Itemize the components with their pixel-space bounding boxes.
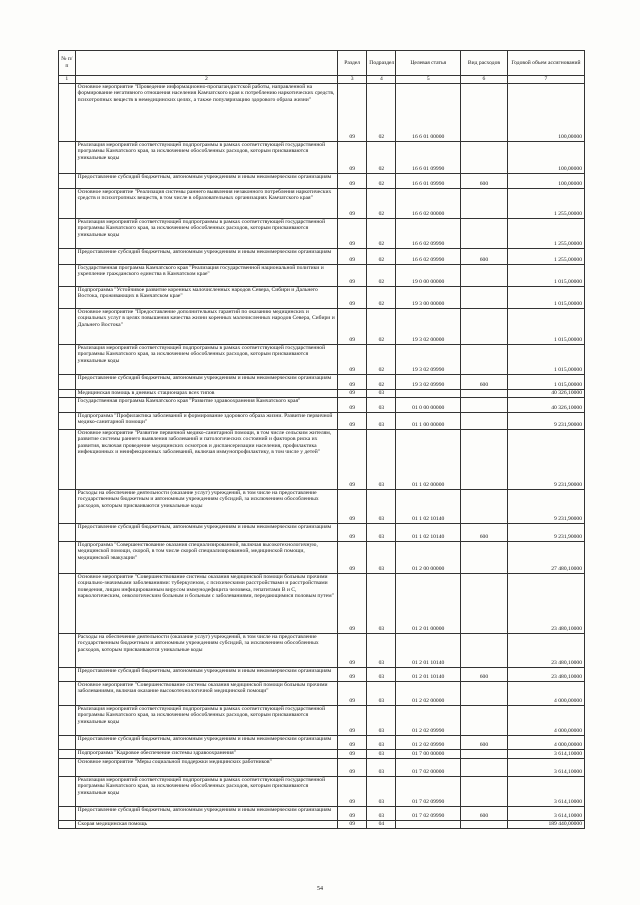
subsection-code: 03 <box>367 667 396 681</box>
table-row <box>59 389 585 397</box>
section-code: 09 <box>338 374 367 389</box>
subsection-code: 03 <box>367 735 396 749</box>
amount-value: 40 326,10000 <box>507 389 584 397</box>
subsection-code: 02 <box>367 264 396 286</box>
num-cell <box>59 705 76 735</box>
table-row <box>59 489 585 523</box>
item-name: Основное мероприятие "Проведение информационно-пропагандистской работы, направленной на формирование негативного отношения населения Камчатского края к потреблению наркотических средств, психотропных веществ в немедицинских целях, а также популяризацию здорового образа жизни" <box>75 83 337 141</box>
table-row <box>59 633 585 667</box>
target-article-code: 01 7 02 09990 <box>396 806 461 820</box>
expense-type-code: 600 <box>461 735 508 749</box>
subsection-code: 04 <box>367 820 396 828</box>
num-cell <box>59 264 76 286</box>
section-code: 09 <box>338 397 367 412</box>
amount-value: 23 480,10000 <box>507 573 584 633</box>
num-cell <box>59 523 76 541</box>
expense-type-code <box>461 429 508 489</box>
expense-type-code <box>461 83 508 141</box>
subsection-code: 03 <box>367 681 396 705</box>
expense-type-code: 600 <box>461 248 508 264</box>
subsection-code: 03 <box>367 705 396 735</box>
amount-value: 4 000,00000 <box>507 705 584 735</box>
table-row <box>59 286 585 308</box>
table-row <box>59 735 585 749</box>
target-article-code: 19 3 02 09990 <box>396 374 461 389</box>
num-cell <box>59 758 76 776</box>
header-number: № п/п <box>59 51 76 76</box>
target-article-code: 16 6 02 00000 <box>396 188 461 218</box>
target-article-code: 01 0 00 00000 <box>396 397 461 412</box>
num-cell <box>59 286 76 308</box>
item-name: Предоставление субсидий бюджетным, автономным учреждениям и иным некоммерческим организациям <box>75 523 337 541</box>
num-cell <box>59 806 76 820</box>
target-article-code: 16 6 02 09990 <box>396 218 461 248</box>
num-cell <box>59 573 76 633</box>
amount-value: 23 480,10000 <box>507 633 584 667</box>
subsection-code: 03 <box>367 633 396 667</box>
section-code: 09 <box>338 681 367 705</box>
header-section: Раздел <box>338 51 367 76</box>
expense-type-code <box>461 188 508 218</box>
table-row <box>59 667 585 681</box>
expense-type-code <box>461 776 508 806</box>
subsection-code: 02 <box>367 248 396 264</box>
table-row <box>59 758 585 776</box>
table-row <box>59 173 585 188</box>
target-article-code: 01 7 02 00000 <box>396 758 461 776</box>
table-row <box>59 523 585 541</box>
num-cell <box>59 188 76 218</box>
column-index-row <box>59 76 585 84</box>
target-article-code: 01 1 02 00000 <box>396 429 461 489</box>
section-code: 09 <box>338 820 367 828</box>
item-name: Основное мероприятие "Предоставление дополнительных гарантий по оказанию медицинских и социальных услуг в целях повышения качества жизни коренных малочисленных народов Севера, Сибири и Дальнего Востока" <box>75 308 337 344</box>
num-cell <box>59 308 76 344</box>
amount-value: 189 440,00000 <box>507 820 584 828</box>
num-cell <box>59 633 76 667</box>
item-name: Основное мероприятие "Реализация системы раннего выявления незаконного потребления наркотических средств и психотропных веществ, в том числе в образовательных организациях Камчатского края" <box>75 188 337 218</box>
section-code: 09 <box>338 776 367 806</box>
amount-value: 1 015,00000 <box>507 308 584 344</box>
target-article-code: 01 2 01 10140 <box>396 633 461 667</box>
num-cell <box>59 667 76 681</box>
subsection-code: 02 <box>367 188 396 218</box>
table-row <box>59 344 585 374</box>
table-row <box>59 776 585 806</box>
section-code: 09 <box>338 264 367 286</box>
amount-value: 40 326,10000 <box>507 397 584 412</box>
table-row <box>59 83 585 141</box>
item-name: Предоставление субсидий бюджетным, автономным учреждениям и иным некоммерческим организациям <box>75 667 337 681</box>
item-name: Реализация мероприятий соответствующей подпрограммы в рамках соответствующей государственной программы Камчатского края, за исключением обособленных расходов, которым присваиваются уникальные коды <box>75 776 337 806</box>
amount-value: 23 480,10000 <box>507 667 584 681</box>
amount-value: 4 000,00000 <box>507 681 584 705</box>
amount-value: 9 231,90000 <box>507 412 584 429</box>
table-row <box>59 806 585 820</box>
table-row <box>59 264 585 286</box>
expense-type-code <box>461 633 508 667</box>
item-name: Подпрограмма "Устойчивое развитие коренных малочисленных народов Севера, Сибири и Дальнего Востока, проживающих в Камчатском крае" <box>75 286 337 308</box>
target-article-code <box>396 389 461 397</box>
header-target-article: Целевая статья <box>396 51 461 76</box>
amount-value: 100,00000 <box>507 141 584 173</box>
section-code: 09 <box>338 308 367 344</box>
amount-value: 1 255,00000 <box>507 188 584 218</box>
target-article-code: 19 0 00 00000 <box>396 264 461 286</box>
table-header-row <box>59 51 585 76</box>
amount-value: 3 614,10000 <box>507 806 584 820</box>
expense-type-code <box>461 389 508 397</box>
subsection-code: 02 <box>367 141 396 173</box>
target-article-code: 01 7 02 09990 <box>396 776 461 806</box>
table-row <box>59 188 585 218</box>
target-article-code: 16 6 01 09990 <box>396 141 461 173</box>
item-name: Расходы на обеспечение деятельности (оказание услуг) учреждений, в том числе на предоставление государственным бюджетным и автономным учреждениям субсидий, за исключением обособленных расходов, которым присваиваются уникальные коды <box>75 489 337 523</box>
expense-type-code <box>461 681 508 705</box>
target-article-code: 19 3 02 00000 <box>396 308 461 344</box>
table-row <box>59 573 585 633</box>
item-name: Реализация мероприятий соответствующей подпрограммы в рамках соответствующей государственной программы Камчатского края, за исключением обособленных расходов, которым присваиваются уникальные коды <box>75 141 337 173</box>
section-code: 09 <box>338 806 367 820</box>
target-article-code: 01 2 01 00000 <box>396 573 461 633</box>
subsection-code: 03 <box>367 573 396 633</box>
target-article-code: 01 2 00 00000 <box>396 541 461 573</box>
header-expense-type: Вид расходов <box>461 51 508 76</box>
section-code: 09 <box>338 429 367 489</box>
section-code: 09 <box>338 286 367 308</box>
amount-value: 1 015,00000 <box>507 286 584 308</box>
amount-value: 4 000,00000 <box>507 735 584 749</box>
item-name: Скорая медицинская помощь <box>75 820 337 828</box>
expense-type-code <box>461 573 508 633</box>
item-name: Подпрограмма "Профилактика заболеваний и формирование здорового образа жизни. Развитие первичной медико-санитарной помощи" <box>75 412 337 429</box>
num-cell <box>59 389 76 397</box>
section-code: 09 <box>338 173 367 188</box>
item-name: Предоставление субсидий бюджетным, автономным учреждениям и иным некоммерческим организациям <box>75 806 337 820</box>
expense-type-code <box>461 541 508 573</box>
target-article-code: 01 1 02 10140 <box>396 523 461 541</box>
subsection-code: 02 <box>367 374 396 389</box>
item-name: Государственная программа Камчатского края "Реализация государственной национальной политики и укрепление гражданского единства в Камчатском крае" <box>75 264 337 286</box>
amount-value: 9 231,90000 <box>507 429 584 489</box>
target-article-code: 01 2 02 00000 <box>396 681 461 705</box>
target-article-code <box>396 820 461 828</box>
num-cell <box>59 489 76 523</box>
amount-value: 3 614,10000 <box>507 749 584 758</box>
item-name: Предоставление субсидий бюджетным, автономным учреждениям и иным некоммерческим организациям <box>75 173 337 188</box>
table-row <box>59 541 585 573</box>
column-index: 5 <box>396 76 461 84</box>
section-code: 09 <box>338 667 367 681</box>
subsection-code: 03 <box>367 806 396 820</box>
subsection-code: 02 <box>367 218 396 248</box>
target-article-code: 01 2 02 09990 <box>396 735 461 749</box>
expense-type-code: 600 <box>461 173 508 188</box>
expense-type-code: 600 <box>461 806 508 820</box>
item-name: Предоставление субсидий бюджетным, автономным учреждениям и иным некоммерческим организациям <box>75 374 337 389</box>
amount-value: 3 614,10000 <box>507 776 584 806</box>
item-name: Подпрограмма "Совершенствование оказания специализированной, включая высокотехнологичную, медицинской помощи, скорой, в том числе скорой специализированной, медицинской помощи, медицинской эвакуации" <box>75 541 337 573</box>
num-cell <box>59 541 76 573</box>
section-code: 09 <box>338 83 367 141</box>
num-cell <box>59 374 76 389</box>
section-code: 09 <box>338 188 367 218</box>
subsection-code: 03 <box>367 523 396 541</box>
amount-value: 100,00000 <box>507 173 584 188</box>
target-article-code: 01 2 02 09990 <box>396 705 461 735</box>
header-subsection: Подраздел <box>367 51 396 76</box>
item-name: Предоставление субсидий бюджетным, автономным учреждениям и иным некоммерческим организациям <box>75 248 337 264</box>
amount-value: 1 015,00000 <box>507 374 584 389</box>
column-index: 3 <box>338 76 367 84</box>
column-index: 6 <box>461 76 508 84</box>
expense-type-code <box>461 344 508 374</box>
num-cell <box>59 173 76 188</box>
num-cell <box>59 141 76 173</box>
expense-type-code <box>461 141 508 173</box>
item-name: Основное мероприятие "Совершенствование системы оказания медицинской помощи больным прочими социально-значимыми заболеваниями: туберкулезом, с психическими расстройствами и расстройствами поведения, лицам инфицированным вирусом иммунодефицита человека, гепатитами В и С, наркологическим, онкологическим больным и больным с заболеваниями, передающимися половым путем" <box>75 573 337 633</box>
target-article-code: 01 1 02 10140 <box>396 489 461 523</box>
section-code: 09 <box>338 141 367 173</box>
num-cell <box>59 735 76 749</box>
item-name: Реализация мероприятий соответствующей подпрограммы в рамках соответствующей государственной программы Камчатского края, за исключением обособленных расходов, которым присваиваются уникальные коды <box>75 344 337 374</box>
header-name <box>75 51 337 76</box>
expense-type-code: 600 <box>461 523 508 541</box>
expense-type-code <box>461 308 508 344</box>
table-row <box>59 705 585 735</box>
section-code: 09 <box>338 735 367 749</box>
table-row <box>59 681 585 705</box>
section-code: 09 <box>338 523 367 541</box>
expense-type-code <box>461 749 508 758</box>
section-code: 09 <box>338 489 367 523</box>
section-code: 09 <box>338 633 367 667</box>
amount-value: 1 255,00000 <box>507 248 584 264</box>
subsection-code: 03 <box>367 489 396 523</box>
item-name: Основное мероприятие "Развитие первичной медико-санитарной помощи, в том числе сельским жителям, развитие системы раннего выявления заболеваний и патологических состояний и факторов риска их развития, включая проведение медицинских осмотров и диспансеризации населения, профилактика инфекционных и неинфекционных заболеваний, включая иммунопрофилактику, в том числе у детей" <box>75 429 337 489</box>
expense-type-code: 600 <box>461 374 508 389</box>
amount-value: 1 015,00000 <box>507 264 584 286</box>
subsection-code: 02 <box>367 83 396 141</box>
item-name: Предоставление субсидий бюджетным, автономным учреждениям и иным некоммерческим организациям <box>75 735 337 749</box>
page-number: 54 <box>317 886 323 892</box>
item-name: Реализация мероприятий соответствующей подпрограммы в рамках соответствующей государственной программы Камчатского края, за исключением обособленных расходов, которым присваиваются уникальные коды <box>75 705 337 735</box>
subsection-code: 03 <box>367 541 396 573</box>
amount-value: 1 015,00000 <box>507 344 584 374</box>
subsection-code: 03 <box>367 758 396 776</box>
table-row <box>59 820 585 828</box>
num-cell <box>59 776 76 806</box>
item-name: Медицинская помощь в дневных стационарах всех типов <box>75 389 337 397</box>
num-cell <box>59 344 76 374</box>
num-cell <box>59 218 76 248</box>
subsection-code: 03 <box>367 389 396 397</box>
amount-value: 1 255,00000 <box>507 218 584 248</box>
section-code: 09 <box>338 389 367 397</box>
expense-type-code <box>461 820 508 828</box>
target-article-code: 01 7 00 00000 <box>396 749 461 758</box>
table-body <box>59 83 585 828</box>
num-cell <box>59 83 76 141</box>
section-code: 09 <box>338 749 367 758</box>
expense-type-code <box>461 758 508 776</box>
expense-type-code: 600 <box>461 667 508 681</box>
target-article-code: 01 2 01 10140 <box>396 667 461 681</box>
expense-type-code <box>461 397 508 412</box>
table-row <box>59 141 585 173</box>
table-row <box>59 374 585 389</box>
section-code: 09 <box>338 344 367 374</box>
num-cell <box>59 820 76 828</box>
target-article-code: 19 3 02 09990 <box>396 344 461 374</box>
amount-value: 100,00000 <box>507 83 584 141</box>
subsection-code: 03 <box>367 429 396 489</box>
column-index: 7 <box>507 76 584 84</box>
header-annual-amount: Годовой объем ассигнований <box>507 51 584 76</box>
column-index: 2 <box>75 76 337 84</box>
subsection-code: 03 <box>367 397 396 412</box>
item-name: Подпрограмма "Кадровое обеспечение системы здравоохранения" <box>75 749 337 758</box>
subsection-code: 03 <box>367 412 396 429</box>
target-article-code: 16 6 01 09990 <box>396 173 461 188</box>
expense-type-code <box>461 412 508 429</box>
amount-value: 27 480,10000 <box>507 541 584 573</box>
amount-value: 9 231,90000 <box>507 523 584 541</box>
table-row <box>59 397 585 412</box>
expense-type-code <box>461 705 508 735</box>
column-index: 1 <box>59 76 76 84</box>
expense-type-code <box>461 218 508 248</box>
subsection-code: 03 <box>367 749 396 758</box>
subsection-code: 02 <box>367 344 396 374</box>
table-row <box>59 429 585 489</box>
subsection-code: 02 <box>367 308 396 344</box>
target-article-code: 01 1 00 00000 <box>396 412 461 429</box>
num-cell <box>59 248 76 264</box>
subsection-code: 02 <box>367 286 396 308</box>
amount-value: 9 231,90000 <box>507 489 584 523</box>
item-name: Государственная программа Камчатского края "Развитие здравоохранения Камчатского края" <box>75 397 337 412</box>
num-cell <box>59 397 76 412</box>
section-code: 09 <box>338 218 367 248</box>
num-cell <box>59 412 76 429</box>
target-article-code: 19 3 00 00000 <box>396 286 461 308</box>
section-code: 09 <box>338 412 367 429</box>
table-row <box>59 218 585 248</box>
amount-value: 3 614,10000 <box>507 758 584 776</box>
expense-type-code <box>461 264 508 286</box>
section-code: 09 <box>338 705 367 735</box>
item-name: Расходы на обеспечение деятельности (оказание услуг) учреждений, в том числе на предоставление государственным бюджетным и автономным учреждениям субсидий, за исключением обособленных расходов, которым присваиваются уникальные коды <box>75 633 337 667</box>
table-row <box>59 412 585 429</box>
target-article-code: 16 6 02 09990 <box>396 248 461 264</box>
table-row <box>59 749 585 758</box>
num-cell <box>59 429 76 489</box>
table-row <box>59 248 585 264</box>
section-code: 09 <box>338 573 367 633</box>
item-name: Основное мероприятие "Совершенствование системы оказания медицинской помощи больным прочими заболеваниями, включая оказание высокотехнологичной медицинской помощи" <box>75 681 337 705</box>
subsection-code: 02 <box>367 173 396 188</box>
section-code: 09 <box>338 541 367 573</box>
budget-table <box>58 50 585 829</box>
target-article-code: 16 6 01 00000 <box>396 83 461 141</box>
item-name: Основное мероприятие "Меры социальной поддержки медицинских работников" <box>75 758 337 776</box>
column-index: 4 <box>367 76 396 84</box>
section-code: 09 <box>338 248 367 264</box>
table-row <box>59 308 585 344</box>
num-cell <box>59 749 76 758</box>
section-code: 09 <box>338 758 367 776</box>
expense-type-code <box>461 286 508 308</box>
num-cell <box>59 681 76 705</box>
item-name: Реализация мероприятий соответствующей подпрограммы в рамках соответствующей государственной программы Камчатского края, за исключением обособленных расходов, которым присваиваются уникальные коды <box>75 218 337 248</box>
subsection-code: 03 <box>367 776 396 806</box>
expense-type-code <box>461 489 508 523</box>
